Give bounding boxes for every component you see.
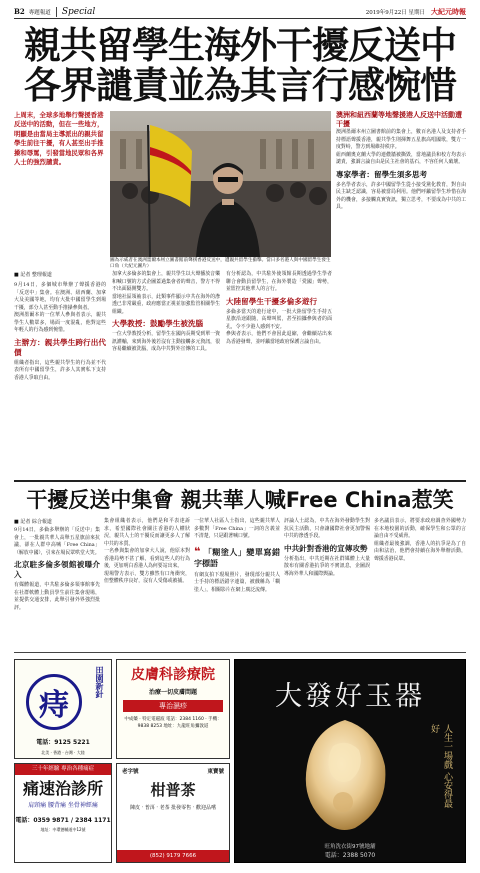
- bottom-column-1: [14, 527, 100, 612]
- second-headline: 干擾反送中集會 親共華人喊Free China惹笑: [26, 488, 454, 512]
- dermatology-clinic-ad[interactable]: [116, 659, 230, 759]
- ad-title: 柑普茶: [150, 781, 196, 799]
- ad-vertical-title: 田園新針: [95, 666, 104, 698]
- article-paragraph: 分析指出，中共近期在社群媒體上大量散布有關香港抗爭的不實訊息，企圖誤導海外華人和國際輿論。: [284, 555, 370, 577]
- protest-photo-illustration: [110, 111, 331, 257]
- article-subhead: 中共針對香港的宣傳攻勢: [284, 543, 368, 553]
- pull-quote-text: 「糊塗人」變單寫錯字標語: [194, 547, 280, 568]
- article-paragraph: 有分析認為，中共駐外使領館長期透過學生學者聯合會動員留學生，在海外製造「愛國」聲勢，並監控其他華人的言行。: [226, 271, 332, 292]
- article-paragraph: 現場警方表示，雙方雖然有口角衝突，但整體秩序良好，沒有人受傷或被捕。: [104, 570, 190, 584]
- ad-title: 大發好玉器: [275, 681, 425, 712]
- ad-phone: 電話：2388 5070: [324, 852, 376, 859]
- page-number: B2: [14, 7, 25, 16]
- article-paragraph: 9月14日，多倫多舉辦的「反送中」集會上，一批親共華人高舉五星旗前來抗議，卻在人群中高喊「Free China」（解放中國），引來在場民眾哄堂大笑。: [14, 527, 100, 556]
- bottom-column-2: [104, 518, 190, 586]
- advertisement-section: [14, 652, 466, 864]
- ad-header-right: 東寶號: [207, 769, 224, 775]
- ad-address: 北美 ‧ 香港 ‧ 台灣 ‧ 大陸: [41, 750, 85, 755]
- pain-clinic-ad[interactable]: [14, 763, 112, 863]
- main-photo: [110, 111, 331, 257]
- article-paragraph: 有網友拍下現場照片，發現部分親共人士手持的標語錯字連篇，被戲稱為「糊塗人」，相關影片在網上廣泛流傳。: [194, 571, 280, 593]
- ad-phone: 電話：9125 5221: [36, 739, 90, 746]
- article-subhead: 大陸留學生干擾多倫多遊行: [226, 296, 318, 306]
- page-header: [14, 5, 466, 19]
- ad-address: 旺角洗衣街97號地舖: [324, 844, 376, 850]
- ad-tagline: 治療一切皮膚問題: [148, 689, 197, 696]
- article-subhead: 北京駐多倫多領館被曝介入: [14, 560, 100, 579]
- article-paragraph: 一名參與集會的加拿大人說，他原本對香港局勢不甚了解，看到這些人的行為後，更加明白香港人為何要站出來。: [104, 548, 190, 569]
- quote-mark-icon: ❝: [194, 544, 201, 558]
- bottom-column-3: [194, 518, 280, 594]
- hemorrhoid-clinic-ad[interactable]: [14, 659, 112, 759]
- article-paragraph: 組織者指出，這些親共學生的行為並不代表所有中國留學生，許多人其實私下支持香港人爭取自由。: [14, 359, 106, 381]
- ad-address: 地址：中環德輔道中12號: [40, 827, 86, 832]
- article-paragraph: 有媒體報道，中共駐多倫多領事館事先在社群軟體上動員學生前往集會現場，並提供交通安排，此舉引發外界強烈批評。: [14, 582, 100, 611]
- headline-line-2: 各界譴責並為其言行感惋惜: [24, 64, 456, 107]
- main-headline: [14, 26, 466, 106]
- right-column-paragraph: 紐西蘭奧克蘭大學的連儂牆被撕毀，當地議員和校方均表示譴責，強調言論自由是民主社會的基石，不容任何人破壞。: [336, 151, 466, 165]
- right-column-title: 澳洲和紐西蘭等地聲援港人反送中活動遭干擾: [336, 111, 462, 128]
- article-paragraph: 當地社區領袖表示，此類事件顯示中共在海外的滲透已非常嚴重，政府應當正視並加強監管相關學生組織。: [112, 293, 220, 315]
- ad-services: 肩頸痛 腰背痛 坐骨神經痛: [28, 802, 98, 809]
- article-byline: ■ 記者 整理報道: [14, 272, 52, 278]
- article-paragraph: 一位華人社區人士指出，這些親共華人多數對「Free China」一詞的含義並不清楚，只是跟著喊口號。: [194, 518, 280, 539]
- ad-phone: (852) 9179 7666: [117, 850, 229, 862]
- bottom-column-5: [374, 518, 466, 563]
- article-paragraph: 評論人士認為，中共在海外發動學生對抗民主活動，只會讓國際社會更加警惕中共的滲透手段。: [284, 518, 370, 539]
- ad-emblem: 痔: [26, 674, 82, 730]
- jade-pendant-icon: [295, 716, 395, 834]
- right-column: [336, 111, 466, 212]
- bottom-column-4: [284, 518, 370, 578]
- ad-phone: 電話：0359 9871 / 2384 1171: [15, 817, 111, 824]
- right-column-paragraph: 澳洲墨爾本州立圖書館前的集會上，數百名港人及支持者手持標語聲援香港，親共學生則揮舞五星旗高唱國歌，雙方一度對峙，警方到場維持秩序。: [336, 129, 466, 150]
- article-paragraph: 組織者最後強調，香港人的抗爭是為了自由和法治，他們會持續在海外舉辦活動，聲援香港民眾。: [374, 540, 466, 562]
- ad-verse: 人生一場戲 心安得最好: [429, 724, 452, 808]
- pull-quote: [194, 546, 280, 569]
- tea-shop-ad[interactable]: [116, 763, 230, 863]
- article-subhead: 大學教授：鼓勵學生被洗腦: [112, 319, 204, 328]
- article-paragraph: 多倫多當天的遊行途中，一批大陸留學生手持五星旗沿途跟隨，高聲叫罵，甚至拍攝參與者的面孔，令不少港人感到不安。: [226, 308, 332, 330]
- right-column-paragraph: 多名學者表示，許多中國留學生從小接受黨化教育，對自由民主缺乏認識，容易被當局利用。他們呼籲留學生珍惜在海外的機會，多接觸真實資訊，獨立思考，不要成為中共的工具。: [336, 181, 466, 210]
- ad-items: 陳皮 ‧ 普洱 ‧ 老茶 批發零售 ‧ 歡迎品嚐: [130, 805, 216, 811]
- photo-caption: 圖為示威者在澳洲墨爾本州立圖書館前聲援香港反送中，遭親共留學生衝擊。當日多名港人與中國留學生發生口角（大紀元圖片）: [110, 258, 331, 270]
- second-article-byline: ■ 記者 綜合報道: [14, 519, 52, 525]
- jade-store-ad[interactable]: [234, 659, 466, 863]
- ad-banner: 專治濕疹: [123, 700, 223, 712]
- article-paragraph: 集會組織者表示，他們是和平表達訴求，希望國際社會關注香港的人權狀況，親共人士的干擾反而讓更多人了解中共的本質。: [104, 518, 190, 547]
- article-column-2: [112, 271, 220, 354]
- article-column-3: [226, 271, 332, 346]
- section-label: 專題報道: [28, 9, 51, 16]
- ad-title: 痛速治診所: [22, 779, 103, 798]
- right-column-subhead: 專家學者：留學生須多思考: [336, 169, 428, 179]
- article-paragraph: 一位大學教授分析，留學生在國內長期受到單一資訊灌輸，來到海外後若沒有主動接觸多元資訊，很容易繼續被洗腦，成為中共對外宣傳的工具。: [112, 331, 220, 352]
- ad-title: 皮膚科診療院: [131, 667, 215, 683]
- section-divider: [14, 480, 466, 482]
- newspaper-logo: 大紀元時報: [431, 6, 466, 16]
- article-paragraph: 參與者表示，他們不會因此退縮，會繼續站出來為香港發聲，並呼籲當地政府保護言論自由。: [226, 331, 332, 345]
- special-label: Special: [56, 7, 95, 17]
- issue-date: 2019年9月22日 星期日: [365, 9, 425, 16]
- ad-banner: 三十年經驗 專治各種痛症: [15, 764, 111, 775]
- article-subhead: 主辦方：親共學生跨行出代價: [14, 337, 106, 357]
- ad-header-left: 老字號: [122, 769, 139, 775]
- ad-details: 中成藥 ‧ 特定電磁波 電話：2384 1160 ‧ 手機：9838 8253 地址：九龍旺角彌敦道: [124, 717, 222, 729]
- article-paragraph: 加拿大多倫多的集會上，親共學生以大聲播放音樂和喊口號的方式企圖蓋過集會者的聲音，警方不得不出面隔開雙方。: [112, 271, 220, 292]
- headline-line-1: 親共留學生海外干擾反送中: [24, 24, 456, 67]
- article-paragraph: 多名議員表示，將要求政府調查外國勢力在本地校園的活動，確保學生和公眾的言論自由不受威脅。: [374, 518, 466, 539]
- article-paragraph: 澳洲墨爾本的一位華人參與者表示，親共學生人數眾多，場面一度混亂，他對這些年輕人的行為感到惋惜。: [14, 312, 106, 333]
- intro-paragraph: 上周末，全球多地舉行聲援香港反送中的活動，但在一些地方，明顯是由當局主導派出的親共留學生前往干擾，有人甚至出手推搡和辱罵，引發當地民眾和各界人士的強烈譴責。: [14, 111, 104, 167]
- article-column-1: [14, 282, 106, 382]
- article-paragraph: 9月14日，多個城市舉辦了聲援香港的「反送中」集會。在澳洲、紐西蘭、加拿大及美國等地，均有大批中國留學生到場干擾，部分人甚至動手推搡參與者。: [14, 282, 106, 311]
- ad-header: [117, 764, 229, 775]
